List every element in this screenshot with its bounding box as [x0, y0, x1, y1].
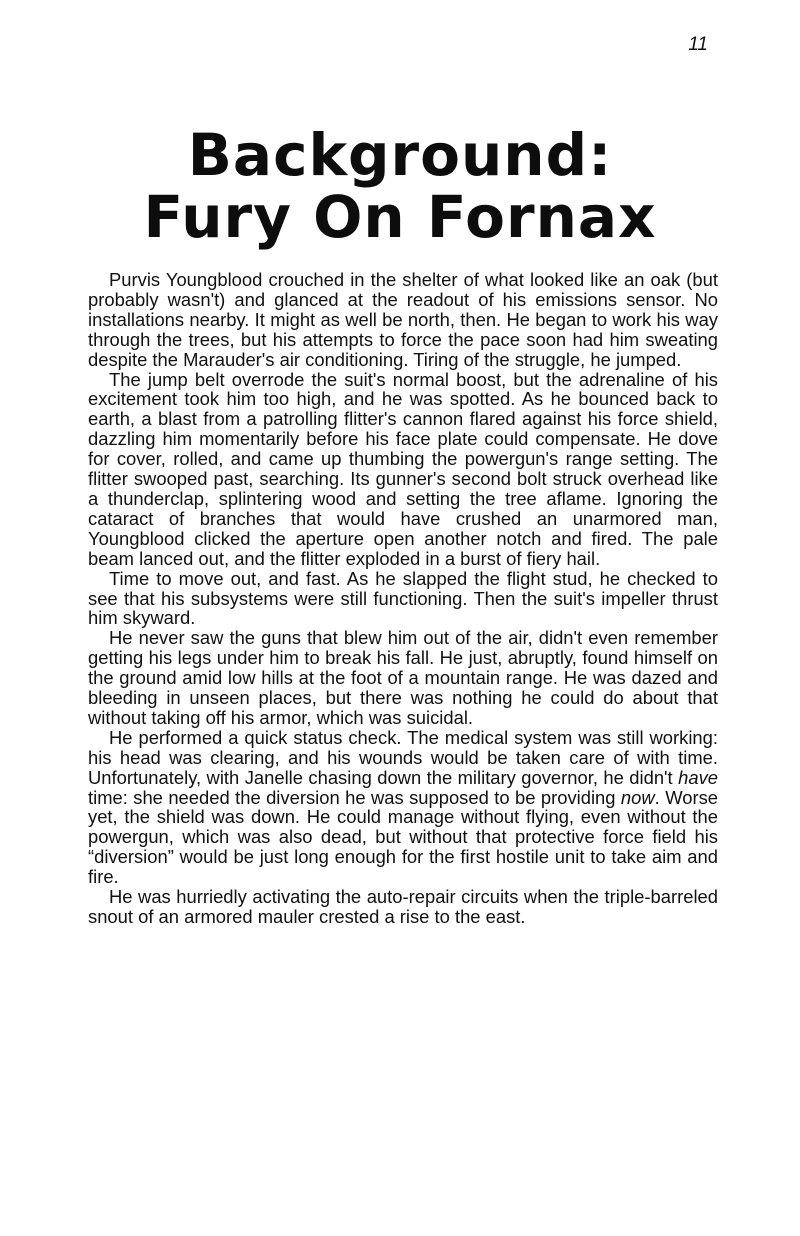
chapter-title-line-1: Background:	[187, 121, 613, 189]
paragraph-text: . Worse yet, the shield was down. He could manage without flying, even without the powergun, which was also dead, but without that protective force field his “diversion” would be just long enough for the first hostile unit to take aim and fire.	[88, 786, 718, 888]
paragraph-text: He was hurriedly activating the auto-repair circuits when the triple-barreled snout of an armored mauler crested a rise to the east.	[88, 886, 718, 927]
paragraph-text: Purvis Youngblood crouched in the shelter of what looked like an oak (but probably wasn't) and glanced at the readout of his emissions sensor. No installations nearby. It might as well be north, then. He began to work his way through the trees, but his attempts to force the pace soon had him sweating despite the Marauder's air conditioning. Tiring of the struggle, he jumped.	[88, 269, 718, 370]
paragraph-text: time: she needed the diversion he was supposed to be providing	[88, 786, 621, 808]
paragraph-1	[88, 270, 718, 370]
paragraph-text: He performed a quick status check. The medical system was still working: his head was clearing, and his wounds would be taken care of with time. Unfortunately, with Janelle chasing down the military governor, he didn't	[88, 726, 718, 788]
chapter-title	[0, 121, 800, 251]
paragraph-3	[88, 569, 718, 629]
paragraph-2	[88, 370, 718, 569]
chapter-title-line-2: Fury On Fornax	[143, 183, 657, 251]
emphasis-now: now	[620, 786, 655, 808]
paragraph-text: He never saw the guns that blew him out of the air, didn't even remember getting his legs under him to break his fall. He just, abruptly, found himself on the ground amid low hills at the foot of a mountain range. He was dazed and bleeding in unseen places, but there was nothing he could do about that without taking off his armor, which was suicidal.	[88, 627, 718, 728]
emphasis-have: have	[678, 766, 718, 788]
paragraph-text: The jump belt overrode the suit's normal boost, but the adrenaline of his excitement took him too high, and he was spotted. As he bounced back to earth, a blast from a patrolling flitter's cannon flared against his force shield, dazzling him momentarily before his face plate could compensate. He dove for cover, rolled, and came up thumbing the powergun's range setting. The flitter swooped past, searching. Its gunner's second bolt struck overhead like a thunderclap, splintering wood and setting the tree aflame. Ignoring the cataract of branches that would have crushed an unarmored man, Youngblood clicked the aperture open another notch and fired. The pale beam lanced out, and the flitter exploded in a burst of fiery hail.	[88, 368, 718, 569]
paragraph-4	[88, 628, 718, 728]
paragraph-6	[88, 887, 718, 927]
paragraph-5	[88, 728, 718, 887]
page-number: 11	[688, 34, 708, 55]
body-text	[88, 270, 718, 927]
paragraph-text: Time to move out, and fast. As he slapped the flight stud, he checked to see that his subsystems were still functioning. Then the suit's impeller thrust him skyward.	[88, 567, 718, 629]
